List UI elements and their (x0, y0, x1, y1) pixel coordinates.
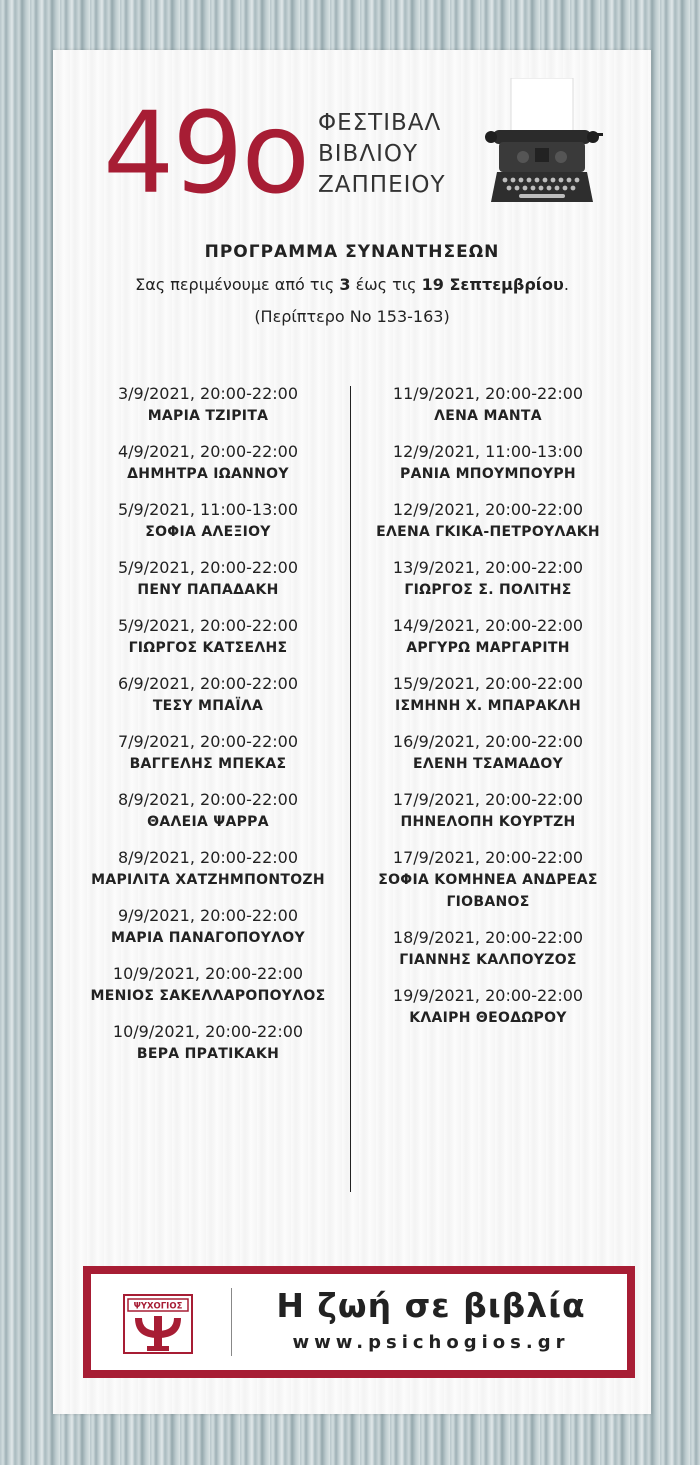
entry-author: ΜΑΡΙΑ ΠΑΝΑΓΟΠΟΥΛΟΥ (111, 930, 305, 946)
schedule-entry (73, 905, 343, 949)
entry-date: 9/9/2021, 20:00-22:00 (117, 906, 299, 925)
entry-date: 5/9/2021, 11:00-13:00 (117, 500, 299, 519)
entry-author: ΕΛΕΝΗ ΤΣΑΜΑΔΟΥ (412, 756, 564, 772)
publisher-url[interactable]: www.psichogios.gr (292, 1332, 570, 1353)
schedule-left-column (73, 383, 343, 1079)
schedule-entry (73, 789, 343, 833)
flyer-card (53, 50, 651, 1414)
subtitle-end-date: 19 Σεπτεμβρίου (421, 275, 564, 294)
entry-author: ΕΛΕΝΑ ΓΚΙΚΑ-ΠΕΤΡΟΥΛΑΚΗ (376, 524, 600, 540)
entry-author: ΘΑΛΕΙΑ ΨΑΡΡΑ (147, 814, 269, 830)
column-divider (350, 386, 351, 1192)
schedule-entry (353, 985, 623, 1029)
schedule-entry (353, 789, 623, 833)
edition-number: 49o (103, 89, 309, 219)
entry-date: 16/9/2021, 20:00-22:00 (392, 732, 584, 751)
entry-author: ΜΑΡΙΑ ΤΖΙΡΙΤΑ (147, 408, 269, 424)
footer-divider (231, 1288, 232, 1356)
entry-author: ΛΕΝΑ ΜΑΝΤΑ (434, 408, 542, 424)
entry-author: ΒΑΓΓΕΛΗΣ ΜΠΕΚΑΣ (129, 756, 287, 772)
entry-date: 11/9/2021, 20:00-22:00 (392, 384, 584, 403)
pavilion-number: (Περίπτερο Νο 153-163) (254, 307, 450, 326)
entry-author: ΣΟΦΙΑ ΚΟΜΗΝΕΑ ΑΝΔΡΕΑΣ ΓΙΟΒΑΝΟΣ (378, 872, 598, 910)
typewriter-icon (483, 78, 603, 208)
psichogios-logo-icon (123, 1294, 193, 1354)
publisher-slogan: Η ζωή σε βιβλία (276, 1286, 586, 1325)
entry-date: 5/9/2021, 20:00-22:00 (117, 558, 299, 577)
schedule-entry (353, 383, 623, 427)
schedule-entry (353, 499, 623, 543)
schedule-entry (73, 383, 343, 427)
entry-date: 6/9/2021, 20:00-22:00 (117, 674, 299, 693)
entry-date: 3/9/2021, 20:00-22:00 (117, 384, 299, 403)
entry-date: 4/9/2021, 20:00-22:00 (117, 442, 299, 461)
schedule-entry (353, 847, 623, 913)
subtitle-pre: Σας περιμένουμε από τις (135, 275, 340, 294)
schedule-entry (73, 615, 343, 659)
entry-date: 15/9/2021, 20:00-22:00 (392, 674, 584, 693)
entry-author: ΚΛΑΙΡΗ ΘΕΟΔΩΡΟΥ (409, 1010, 567, 1026)
entry-date: 7/9/2021, 20:00-22:00 (117, 732, 299, 751)
program-subtitle (53, 275, 651, 294)
schedule-entry (73, 673, 343, 717)
entry-date: 17/9/2021, 20:00-22:00 (392, 848, 584, 867)
festival-title-line-2: ΒΙΒΛΙΟΥ (318, 141, 419, 167)
entry-date: 12/9/2021, 11:00-13:00 (392, 442, 584, 461)
entry-author: ΡΑΝΙΑ ΜΠΟΥΜΠΟΥΡΗ (400, 466, 576, 482)
entry-date: 8/9/2021, 20:00-22:00 (117, 848, 299, 867)
logo-wordmark: ΨΥΧΟΓΙΟΣ (133, 1301, 183, 1312)
entry-date: 18/9/2021, 20:00-22:00 (392, 928, 584, 947)
entry-author: ΜΑΡΙΛΙΤΑ ΧΑΤΖΗΜΠΟΝΤΟΖΗ (91, 872, 325, 888)
entry-author: ΜΕΝΙΟΣ ΣΑΚΕΛΛΑΡΟΠΟΥΛΟΣ (90, 988, 326, 1004)
entry-date: 12/9/2021, 20:00-22:00 (392, 500, 584, 519)
schedule-entry (353, 673, 623, 717)
entry-date: 13/9/2021, 20:00-22:00 (392, 558, 584, 577)
entry-date: 14/9/2021, 20:00-22:00 (392, 616, 584, 635)
entry-author: ΠΕΝΥ ΠΑΠΑΔΑΚΗ (137, 582, 279, 598)
entry-author: ΓΙΩΡΓΟΣ ΚΑΤΣΕΛΗΣ (128, 640, 288, 656)
schedule-entry (353, 731, 623, 775)
entry-author: ΔΗΜΗΤΡΑ ΙΩΑΝΝΟΥ (127, 466, 289, 482)
entry-date: 10/9/2021, 20:00-22:00 (112, 1022, 304, 1041)
schedule-entry (353, 441, 623, 485)
schedule-entry (73, 441, 343, 485)
entry-author: ΒΕΡΑ ΠΡΑΤΙΚΑΚΗ (136, 1046, 280, 1062)
entry-author: ΠΗΝΕΛΟΠΗ ΚΟΥΡΤΖΗ (400, 814, 576, 830)
entry-author: ΓΙΑΝΝΗΣ ΚΑΛΠΟΥΖΟΣ (399, 952, 577, 968)
entry-author: ΑΡΓΥΡΩ ΜΑΡΓΑΡΙΤΗ (406, 640, 570, 656)
schedule-entry (73, 1021, 343, 1065)
subtitle-post: . (563, 275, 569, 294)
entry-author: ΣΟΦΙΑ ΑΛΕΞΙΟΥ (145, 524, 271, 540)
subtitle-mid: έως τις (350, 275, 422, 294)
entry-author: ΓΙΩΡΓΟΣ Σ. ΠΟΛΙΤΗΣ (404, 582, 572, 598)
schedule-right-column (353, 383, 623, 1043)
schedule-entry (73, 963, 343, 1007)
schedule-entry (73, 499, 343, 543)
festival-title-line-1: ΦΕΣΤΙΒΑΛ (318, 110, 442, 136)
schedule-entry (73, 557, 343, 601)
entry-date: 8/9/2021, 20:00-22:00 (117, 790, 299, 809)
schedule-entry (353, 557, 623, 601)
entry-date: 10/9/2021, 20:00-22:00 (112, 964, 304, 983)
schedule-entry (73, 847, 343, 891)
entry-date: 5/9/2021, 20:00-22:00 (117, 616, 299, 635)
entry-author: ΙΣΜΗΝΗ Χ. ΜΠΑΡΑΚΛΗ (394, 698, 582, 714)
festival-title-line-3: ΖΑΠΠΕΙΟΥ (318, 172, 446, 198)
publisher-footer-banner (83, 1266, 635, 1378)
program-title: ΠΡΟΓΡΑΜΜΑ ΣΥΝΑΝΤΗΣΕΩΝ (204, 242, 500, 262)
festival-title (318, 108, 473, 201)
entry-date: 17/9/2021, 20:00-22:00 (392, 790, 584, 809)
subtitle-start-date: 3 (339, 275, 351, 294)
schedule-entry (73, 731, 343, 775)
schedule-entry (353, 927, 623, 971)
schedule-entry (353, 615, 623, 659)
entry-date: 19/9/2021, 20:00-22:00 (392, 986, 584, 1005)
entry-author: ΤΕΣΥ ΜΠΑΪΛΑ (152, 698, 264, 714)
